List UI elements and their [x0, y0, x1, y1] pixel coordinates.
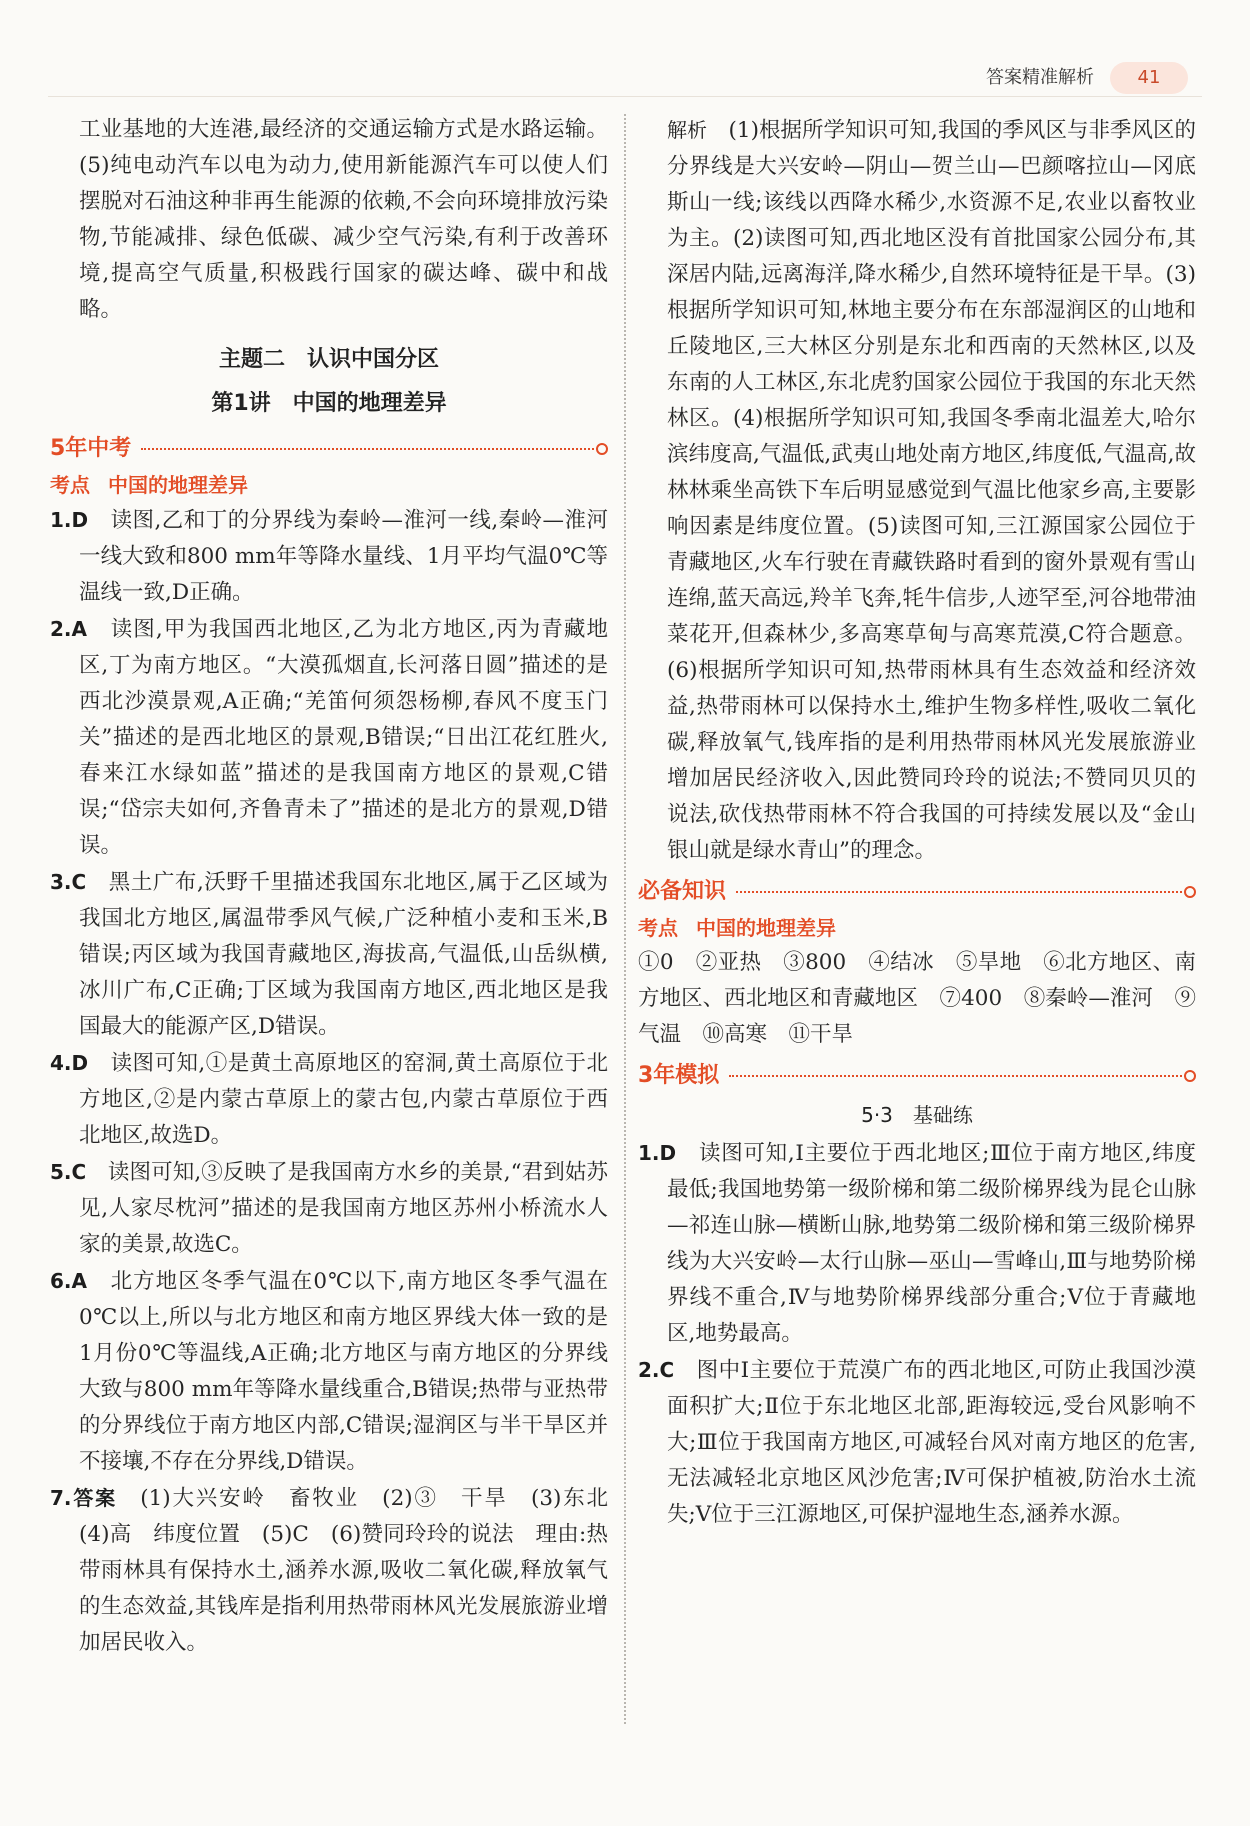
answer-text: 读图可知,Ⅰ主要位于西北地区;Ⅲ位于南方地区,纬度最低;我国地势第一级阶梯和第二级阶梯界线为昆仑山脉—祁连山脉—横断山脉,地势第二级阶梯和第三级阶梯界线为大兴安岭—太行山脉—巫山—雪峰山,Ⅲ与地势阶梯界线不重合,Ⅳ与地势阶梯界线部分重合;Ⅴ位于青藏地区,地势最高。 [667, 1141, 1196, 1346]
answer-item [638, 1352, 1196, 1533]
theme-title: 主题二 认识中国分区 [218, 347, 439, 372]
answer-item [638, 1135, 1196, 1352]
right-column [638, 112, 1196, 1533]
answer-item [50, 611, 608, 864]
answer-item [50, 502, 608, 611]
answer-text: 图中Ⅰ主要位于荒漠广布的西北地区,可防止我国沙漠面积扩大;Ⅱ位于东北地区北部,距海较远,受台风影响不大;Ⅲ位于我国南方地区,可减轻台风对南方地区的危害,无法减轻北京地区风沙危害;Ⅳ可保护植被,防治水土流失;Ⅴ位于三江源地区,可保护湿地生态,涵养水源。 [667, 1358, 1196, 1527]
column-divider [624, 114, 626, 1724]
answer-number: 1.D [50, 508, 89, 532]
kaodian-heading [50, 468, 608, 502]
answer-number: 2.A [50, 617, 87, 641]
answer-number: 6.A [50, 1269, 87, 1293]
answer-item [50, 864, 608, 1045]
answer-number: 2.C [638, 1358, 675, 1382]
answer-text: 黑土广布,沃野千里描述我国东北地区,属于乙区域为我国北方地区,属温带季风气候,广泛种植小麦和玉米,B错误;丙区域为我国青藏地区,海拔高,气温低,山岳纵横,冰川广布,C正确;丁区域为我国南方地区,西北地区是我国最大的能源产区,D错误。 [79, 870, 608, 1039]
analysis-paragraph [638, 112, 1196, 869]
answer-text: 读图可知,①是黄土高原地区的窑洞,黄土高原位于北方地区,②是内蒙古草原上的蒙古包,内蒙古草原位于西北地区,故选D。 [79, 1051, 608, 1148]
answer-text: 北方地区冬季气温在0℃以下,南方地区冬季气温在0℃以上,所以与北方地区和南方地区界线大体一致的是1月份0℃等温线,A正确;北方地区与南方地区的分界线大致与800 mm年等降水量线重合,B错误;热带与亚热带的分界线位于南方地区内部,C错误;湿润区与半干旱区并不接壤,不存在分界线,D错误。 [79, 1269, 608, 1474]
answer-text: (1)大兴安岭 畜牧业 (2)③ 干旱 (3)东北 (4)高 纬度位置 (5)C (6)赞同玲玲的说法 理由:热带雨林具有保持水土,涵养水源,吸收二氧化碳,释放氧气的生态效益,其钱库是指利用热带雨林风光发展旅游业增加居民收入。 [79, 1486, 630, 1655]
section-dot-icon [1184, 886, 1196, 898]
intro-paragraph: 工业基地的大连港,最经济的交通运输方式是水路运输。(5)纯电动汽车以电为动力,使用新能源汽车可以使人们摆脱对石油这种非再生能源的依赖,不会向环境排放污染物,节能减排、绿色低碳、减少空气污染,有利于改善环境,提高空气质量,积极践行国家的碳达峰、碳中和战略。 [79, 117, 608, 322]
section-header-3year [638, 1057, 1196, 1095]
answer-number: 5.C [50, 1160, 87, 1184]
header-title: 答案精准解析 [986, 67, 1094, 88]
section-label: 5年中考 [50, 436, 132, 461]
kaodian-title: 中国的地理差异 [108, 473, 248, 497]
answer-number: 7.答案 [50, 1486, 117, 1510]
page-header [986, 62, 1188, 94]
section-dot-icon [1184, 1070, 1196, 1082]
answer-item [50, 1263, 608, 1480]
kaodian-label: 考点 [638, 916, 678, 940]
section-rule [729, 1075, 1182, 1077]
kaodian-label: 考点 [50, 473, 90, 497]
answer-number: 1.D [638, 1141, 677, 1165]
analysis-text: (1)根据所学知识可知,我国的季风区与非季风区的分界线是大兴安岭—阴山—贺兰山—巴颜喀拉山—冈底斯山一线;该线以西降水稀少,水资源不足,农业以畜牧业为主。(2)读图可知,西北地区没有首批国家公园分布,其深居内陆,远离海洋,降水稀少,自然环境特征是干旱。(3)根据所学知识可知,林地主要分布在东部湿润区的山地和丘陵地区,三大林区分别是东北和西南的天然林区,以及东南的人工林区,东北虎豹国家公园位于我国的东北天然林区。(4)根据所学知识可知,我国冬季南北温差大,哈尔滨纬度高,气温低,武夷山地处南方地区,纬度低,气温高,故林林乘坐高铁下车后明显感觉到气温比他家乡高,主要影响因素是纬度位置。(5)读图可知,三江源国家公园位于青藏地区,火车行驶在青藏铁路时看到的窗外景观有雪山连绵,蓝天高远,羚羊飞奔,牦牛信步,人迹罕至,河谷地带油菜花开,但森林少,多高寒草甸与高寒荒漠,C符合题意。(6)根据所学知识可知,热带雨林具有生态效益和经济效益,热带雨林可以保持水土,维护生物多样性,吸收二氧化碳,释放氧气,钱库指的是利用热带雨林风光发展旅游业增加居民经济收入,因此赞同玲玲的说法;不赞同贝贝的说法,砍伐热带雨林不符合我国的可持续发展以及“金山银山就是绿水青山”的理念。 [667, 118, 1196, 863]
answer-item [50, 1045, 608, 1154]
answer-text: 读图,乙和丁的分界线为秦岭—淮河一线,秦岭—淮河一线大致和800 mm年等降水量线、1月平均气温0℃等温线一致,D正确。 [79, 508, 608, 605]
section-label: 必备知识 [638, 879, 727, 904]
practice-title: 5·3 基础练 [861, 1103, 973, 1127]
header-divider [48, 96, 1202, 97]
left-column [50, 112, 630, 1661]
answer-number: 4.D [50, 1051, 89, 1075]
page-number: 41 [1110, 62, 1188, 94]
analysis-label: 解析 [667, 118, 708, 142]
kaodian-title: 中国的地理差异 [696, 916, 836, 940]
section-header-5year [50, 430, 608, 468]
kaodian-heading [638, 911, 1196, 945]
knowledge-answers: ①0 ②亚热 ③800 ④结冰 ⑤旱地 ⑥北方地区、南方地区、西北地区和青藏地区 ⑦400 ⑧秦岭—淮河 ⑨气温 ⑩高寒 ⑪干旱 [638, 950, 1196, 1047]
answer-item [50, 1480, 630, 1661]
section-rule [736, 891, 1182, 893]
section-rule [141, 448, 594, 450]
answer-number: 3.C [50, 870, 87, 894]
lesson-title: 第1讲 中国的地理差异 [211, 391, 447, 416]
answer-text: 读图可知,③反映了是我国南方水乡的美景,“君到姑苏见,人家尽枕河”描述的是我国南方地区苏州小桥流水人家的美景,故选C。 [79, 1160, 608, 1257]
section-dot-icon [596, 443, 608, 455]
answer-text: 读图,甲为我国西北地区,乙为北方地区,丙为青藏地区,丁为南方地区。“大漠孤烟直,长河落日圆”描述的是西北沙漠景观,A正确;“羌笛何须怨杨柳,春风不度玉门关”描述的是西北地区的景观,B错误;“日出江花红胜火,春来江水绿如蓝”描述的是我国南方地区的景观,C错误;“岱宗夫如何,齐鲁青未了”描述的是北方的景观,D错误。 [79, 617, 608, 858]
section-label: 3年模拟 [638, 1063, 720, 1088]
answer-item [50, 1154, 608, 1263]
section-header-essential [638, 873, 1196, 911]
